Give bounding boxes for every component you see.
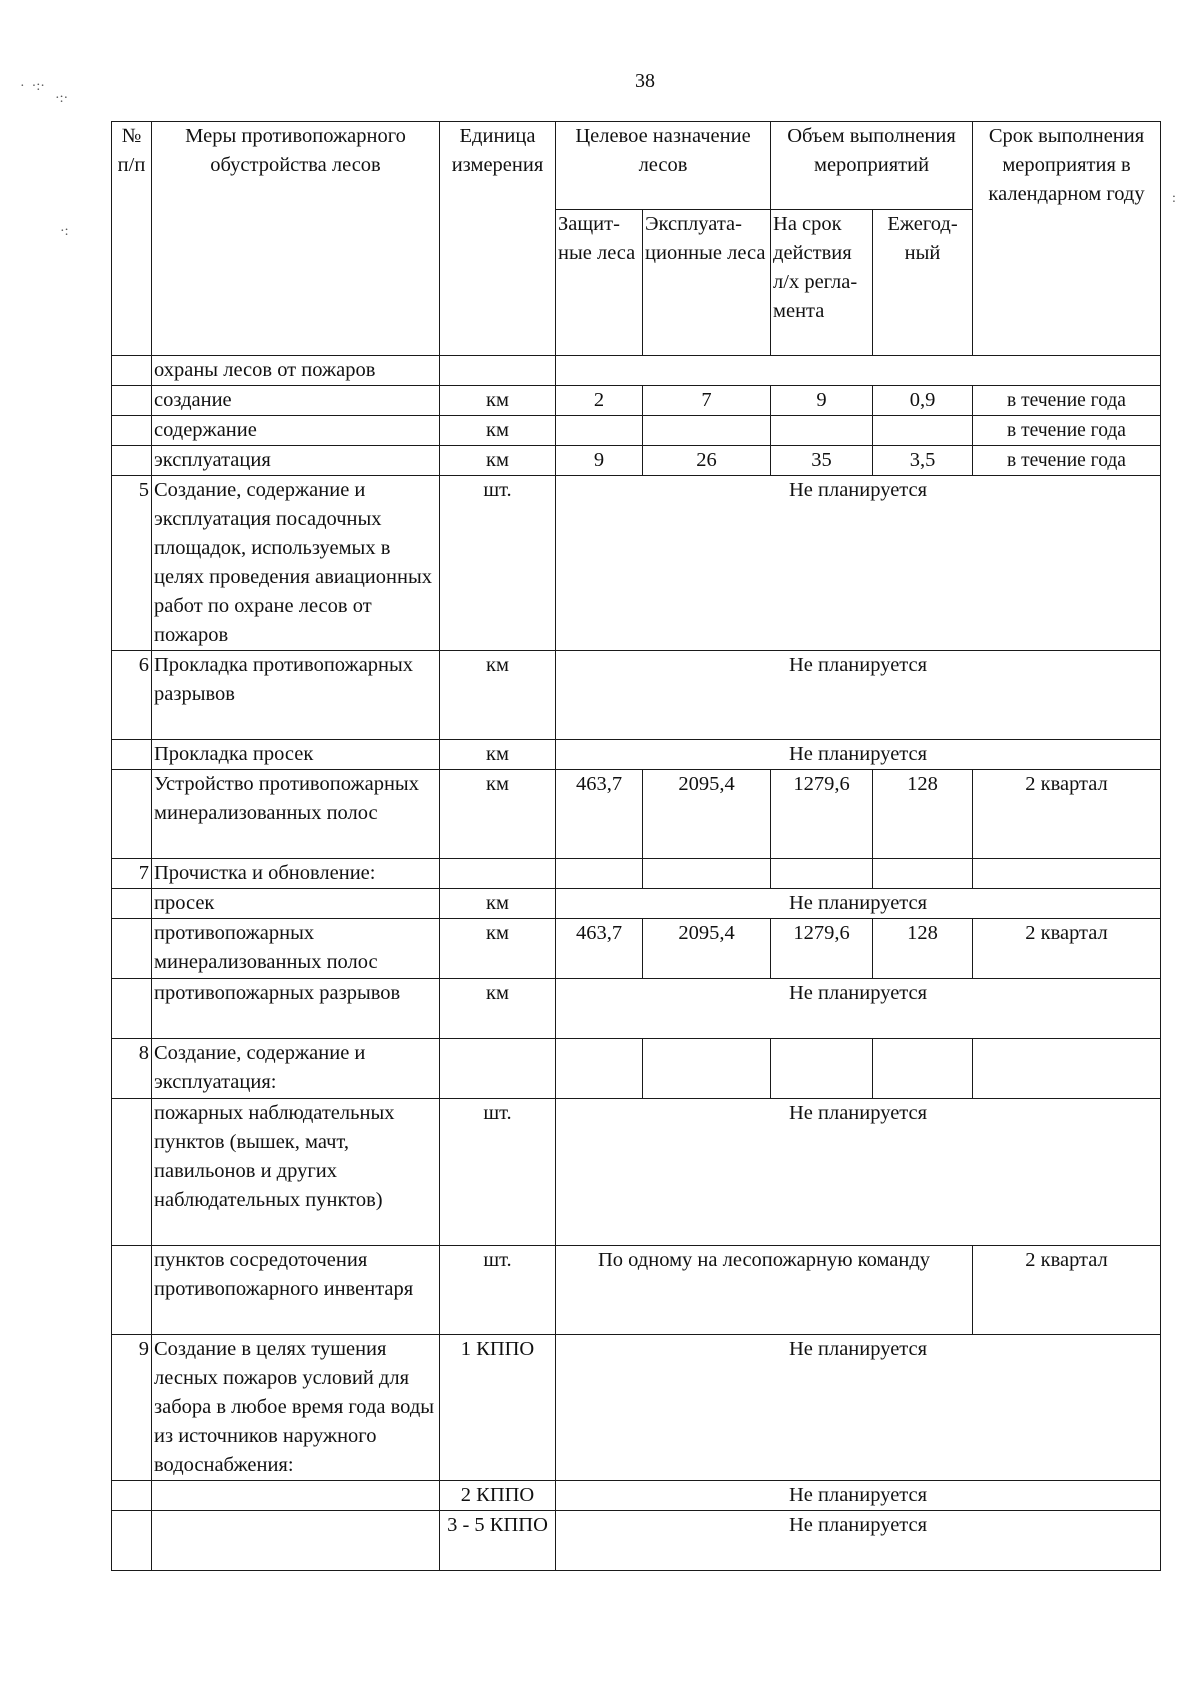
operational-cell: 2095,4 — [643, 770, 771, 859]
measure-cell: эксплуатация — [152, 446, 440, 476]
deadline-cell: в течение года — [973, 416, 1161, 446]
table-row — [112, 740, 1161, 770]
row-number: 6 — [112, 651, 152, 740]
measure-cell: Прокладка просек — [152, 740, 440, 770]
unit-cell: км — [440, 979, 556, 1039]
unit-cell: км — [440, 416, 556, 446]
table-row — [112, 386, 1161, 416]
measure-cell: Создание, содержание и эксплуатация: — [152, 1039, 440, 1099]
table-row — [112, 1511, 1161, 1571]
row-number: 5 — [112, 476, 152, 651]
row-number: 9 — [112, 1335, 152, 1481]
note-cell: Не планируется — [556, 979, 1161, 1039]
scan-speckle: ·: — [60, 224, 69, 239]
measure-cell: Создание в целях тушения лесных пожаров условий для забора в любое время года воды из источников наружного водоснабжения: — [152, 1335, 440, 1481]
unit-cell: км — [440, 446, 556, 476]
scan-speckle: ·:· — [55, 91, 69, 106]
table-row — [112, 476, 1161, 651]
unit-cell: шт. — [440, 1099, 556, 1246]
measure-cell: противопожарных разрывов — [152, 979, 440, 1039]
table-row — [112, 651, 1161, 740]
measure-cell: Создание, содержание и эксплуатация посадочных площадок, используемых в целях проведения авиационных работ по охране лесов от пожаров — [152, 476, 440, 651]
row-number: 7 — [112, 859, 152, 889]
protective-cell: 9 — [556, 446, 643, 476]
deadline-cell: 2 квартал — [973, 770, 1161, 859]
deadline-cell: 2 квартал — [973, 1246, 1161, 1335]
table-row — [112, 356, 1161, 386]
fire-measures-table — [111, 121, 1161, 1571]
row-number: 8 — [112, 1039, 152, 1099]
total-cell: 35 — [771, 446, 873, 476]
unit-cell: км — [440, 740, 556, 770]
header-volume: Объем выполнения мероприятий — [771, 122, 973, 210]
deadline-cell: 2 квартал — [973, 919, 1161, 979]
measure-cell: создание — [152, 386, 440, 416]
unit-cell: км — [440, 770, 556, 859]
table-row — [112, 979, 1161, 1039]
header-protective: Защит-ные леса — [556, 210, 643, 356]
total-cell: 1279,6 — [771, 919, 873, 979]
note-cell: Не планируется — [556, 1099, 1161, 1246]
header-term-validity: На срок действия л/х регла-мента — [771, 210, 873, 356]
measure-cell: пожарных наблюдательных пунктов (вышек, мачт, павильонов и других наблюдательных пунктов) — [152, 1099, 440, 1246]
table-row — [112, 859, 1161, 889]
scan-speckle: : — [1172, 191, 1176, 206]
table-row — [112, 1481, 1161, 1511]
operational-cell: 26 — [643, 446, 771, 476]
measure-cell: противопожарных минерализованных полос — [152, 919, 440, 979]
annual-cell: 0,9 — [873, 386, 973, 416]
total-cell: 1279,6 — [771, 770, 873, 859]
measure-cell: просек — [152, 889, 440, 919]
protective-cell: 2 — [556, 386, 643, 416]
unit-cell: км — [440, 651, 556, 740]
annual-cell: 128 — [873, 770, 973, 859]
protective-cell: 463,7 — [556, 770, 643, 859]
header-purpose: Целевое назначение лесов — [556, 122, 771, 210]
table-row — [112, 1335, 1161, 1481]
table-row — [112, 1246, 1161, 1335]
note-cell: Не планируется — [556, 740, 1161, 770]
note-cell: Не планируется — [556, 1335, 1161, 1481]
protective-cell: 463,7 — [556, 919, 643, 979]
measure-cell: Прочистка и обновление: — [152, 859, 440, 889]
unit-cell: км — [440, 386, 556, 416]
header-operational: Эксплуата-ционные леса — [643, 210, 771, 356]
header-unit: Единица измерения — [440, 122, 556, 356]
page-number: 38 — [635, 70, 655, 92]
unit-cell: км — [440, 919, 556, 979]
note-cell: Не планируется — [556, 889, 1161, 919]
annual-cell: 3,5 — [873, 446, 973, 476]
measure-cell: Прокладка противопожарных разрывов — [152, 651, 440, 740]
header-deadline: Срок выполнения мероприятия в календарном году — [973, 122, 1161, 356]
deadline-cell: в течение года — [973, 446, 1161, 476]
header-num: № п/п — [112, 122, 152, 356]
note-cell: Не планируется — [556, 1481, 1161, 1511]
table-row — [112, 770, 1161, 859]
annual-cell: 128 — [873, 919, 973, 979]
header-measures: Меры противопожарного обустройства лесов — [152, 122, 440, 356]
deadline-cell: в течение года — [973, 386, 1161, 416]
measure-cell: пунктов сосредоточения противопожарного инвентаря — [152, 1246, 440, 1335]
operational-cell: 2095,4 — [643, 919, 771, 979]
note-cell: Не планируется — [556, 476, 1161, 651]
note-cell: Не планируется — [556, 1511, 1161, 1571]
table-row — [112, 889, 1161, 919]
table-row — [112, 1039, 1161, 1099]
unit-cell: 1 КППО — [440, 1335, 556, 1481]
table-row — [112, 1099, 1161, 1246]
unit-cell: шт. — [440, 1246, 556, 1335]
note-cell: По одному на лесопожарную команду — [556, 1246, 973, 1335]
note-cell: Не планируется — [556, 651, 1161, 740]
total-cell: 9 — [771, 386, 873, 416]
measure-cell: Устройство противопожарных минерализованных полос — [152, 770, 440, 859]
unit-cell: шт. — [440, 476, 556, 651]
measure-cell: охраны лесов от пожаров — [152, 356, 440, 386]
header-annual: Ежегод-ный — [873, 210, 973, 356]
operational-cell: 7 — [643, 386, 771, 416]
measure-cell: содержание — [152, 416, 440, 446]
unit-cell: 2 КППО — [440, 1481, 556, 1511]
table-row — [112, 416, 1161, 446]
unit-cell: 3 - 5 КППО — [440, 1511, 556, 1571]
table-row — [112, 919, 1161, 979]
scan-speckle: · ·:· — [20, 79, 45, 94]
unit-cell: км — [440, 889, 556, 919]
table-row — [112, 446, 1161, 476]
